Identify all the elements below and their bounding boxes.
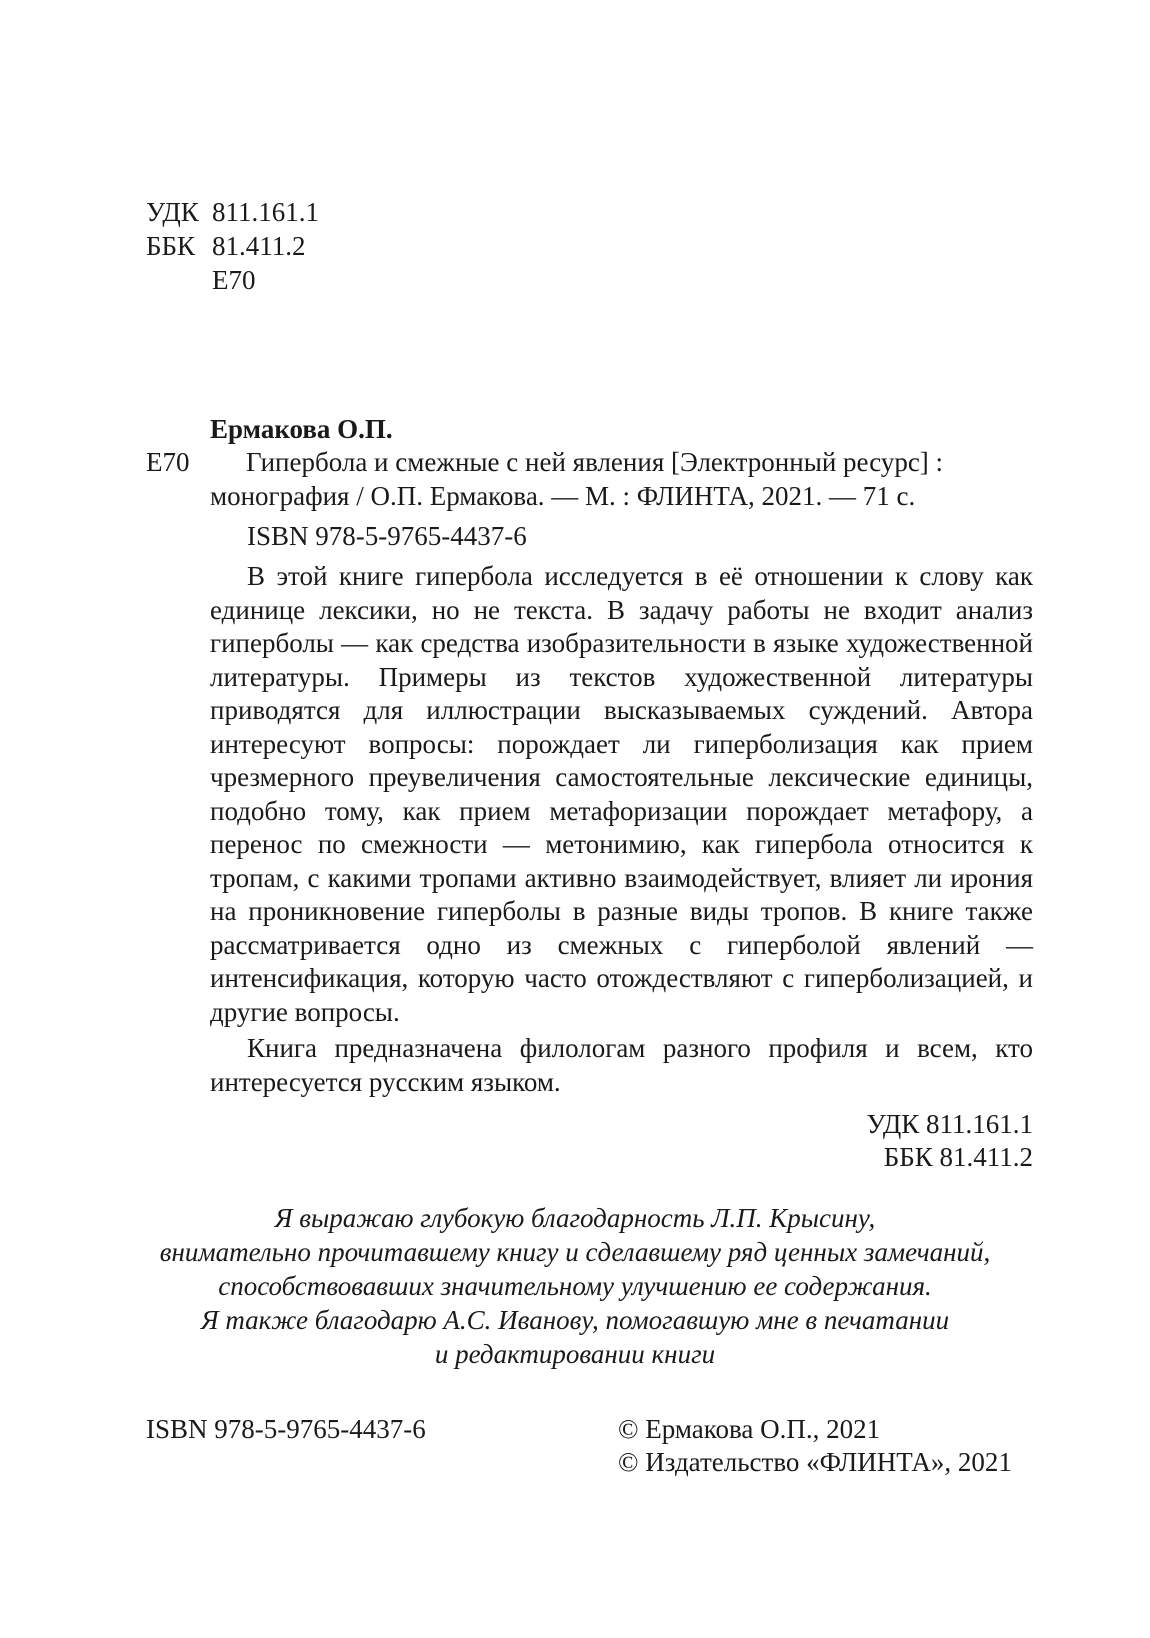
acknowledgement — [0, 1201, 1150, 1371]
entry-author-mark: Е70 — [146, 447, 190, 477]
ack-line-1: Я выражаю глубокую благодарность Л.П. Крысину, — [274, 1203, 876, 1233]
title-line-2: монография / О.П. Ермакова. — М. : ФЛИНТА, 2021. — 71 с. — [210, 481, 916, 511]
bottom-udk: УДК 811.161.1 — [866, 1109, 1033, 1139]
udk-label: УДК — [146, 197, 199, 227]
entry-isbn: ISBN 978-5-9765-4437-6 — [247, 521, 527, 551]
author-mark: Е70 — [212, 265, 256, 295]
copyright-publisher: © Издательство «ФЛИНТА», 2021 — [618, 1447, 1012, 1477]
ack-line-5: и редактировании книги — [434, 1339, 716, 1369]
author-name: Ермакова О.П. — [210, 414, 393, 444]
annotation-paragraph-2: Книга предназначена филологам разного профиля и всем, кто интересуется русским языком. — [210, 1033, 1033, 1097]
bottom-classification — [866, 1108, 1033, 1174]
footer-isbn: ISBN 978-5-9765-4437-6 — [146, 1414, 426, 1444]
copyright-author: © Ермакова О.П., 2021 — [618, 1414, 881, 1444]
bbk-value: 81.411.2 — [212, 231, 306, 261]
bottom-bbk: ББК 81.411.2 — [883, 1142, 1033, 1172]
udk-value: 811.161.1 — [212, 197, 319, 227]
ack-line-2: внимательно прочитавшему книгу и сделавшему ряд ценных замечаний, — [159, 1237, 991, 1267]
ack-line-4: Я также благодарю А.С. Иванову, помогавшую мне в печатании — [200, 1305, 950, 1335]
bbk-label: ББК — [146, 231, 196, 261]
annotation-paragraph-1: В этой книге гипербола исследуется в её отношении к слову как единице лексики, но не текста. В задачу работы не входит анализ гиперболы — как средства изобразительности в языке художественной литературы. Примеры из текстов художественной литературы приводятся для иллюстрации высказываемых суждений. Автора интересуют вопросы: порождает ли гиперболизация как прием чрезмерного преувеличения самостоятельные лексические единицы, подобно тому, как прием метафоризации порождает метафору, а перенос по смежности — метонимию, как гипербола относится к тропам, с какими тропами активно взаимодействует, влияет ли ирония на проникновение гиперболы в разные виды тропов. В книге также рассматривается одно из смежных с гиперболой явлений — интенсификация, которую часто отождествляют с гиперболизацией, и другие вопросы. — [210, 561, 1033, 1027]
title-line-1: Гипербола и смежные с ней явления [Электронный ресурс] : — [246, 447, 944, 477]
ack-line-3: способствовавших значительному улучшению ее содержания. — [218, 1271, 932, 1301]
